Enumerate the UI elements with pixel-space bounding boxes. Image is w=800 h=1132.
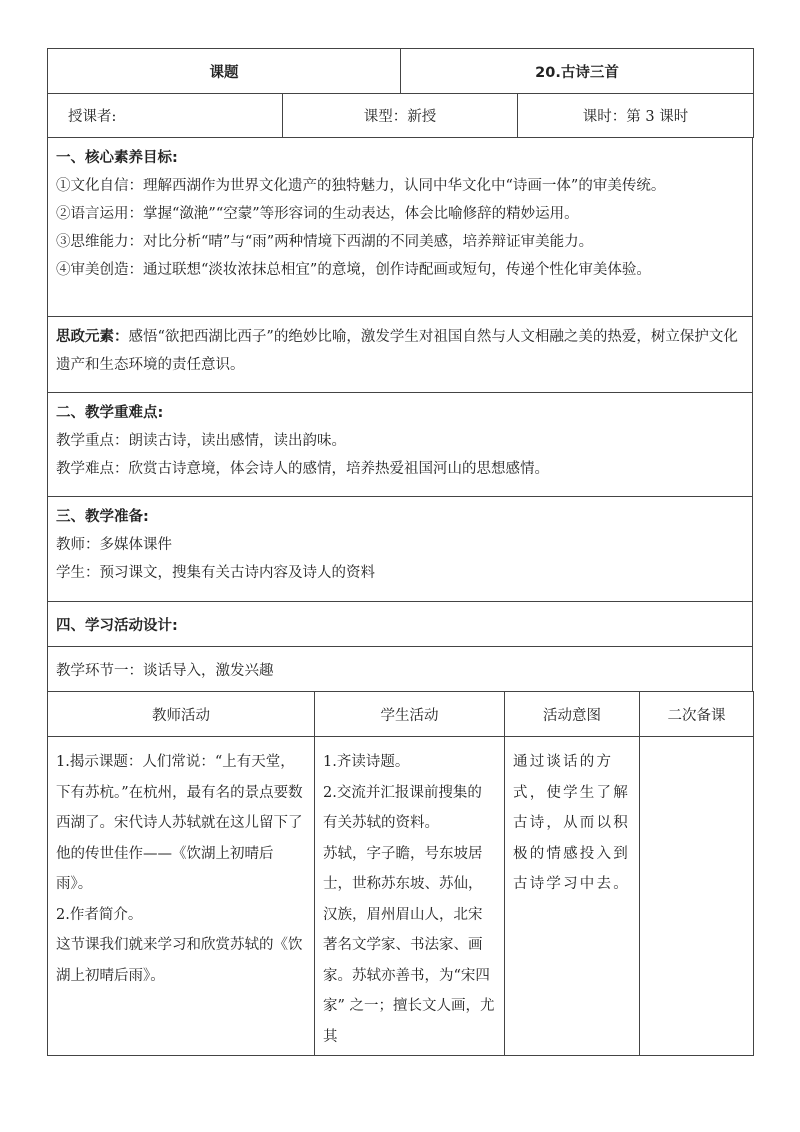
design-heading: 四、学习活动设计: <box>56 617 178 634</box>
activity-table <box>47 691 754 1056</box>
prep-section <box>48 497 753 602</box>
subject-value: 20.古诗三首 <box>401 49 754 94</box>
sections-table <box>47 137 753 692</box>
teacher-field: 授课者: <box>48 94 283 138</box>
teacher-activity-cell <box>48 737 315 1056</box>
stage-title: 教学环节一：谈话导入，激发兴趣 <box>56 662 274 679</box>
ideology-section <box>48 317 753 393</box>
intent-cell <box>505 737 640 1056</box>
second-prep-text <box>640 737 753 747</box>
ideology-label: 思政元素： <box>56 329 129 345</box>
goal-item: ③思维能力：对比分析“晴”与“雨”两种情境下西湖的不同美感，培养辩证审美能力。 <box>56 234 594 250</box>
student-activity-step: 1.齐读诗题。 <box>323 754 410 770</box>
student-activity-cell <box>315 737 505 1056</box>
keypoints-section <box>48 393 753 497</box>
student-activity-step: 2.交流并汇报课前搜集的有关苏轼的资料。 <box>323 784 482 831</box>
prep-teacher: 教师：多媒体课件 <box>56 537 172 553</box>
goals-heading: 一、核心素养目标: <box>56 150 178 166</box>
student-activity-step: 苏轼，字子瞻，号东坡居士，世称苏东坡、苏仙，汉族，眉州眉山人，北宋著名文学家、书法家、画家。苏轼亦善书，为“宋四家” 之一；擅长文人画，尤其 <box>323 845 495 1045</box>
teacher-activity-step: 这节课我们就来学习和欣赏苏轼的《饮湖上初晴后雨》。 <box>56 937 303 984</box>
info-table <box>47 93 754 138</box>
goal-item: ②语言运用：掌握“潋滟”“空蒙”等形容词的生动表达，体会比喻修辞的精妙运用。 <box>56 206 579 222</box>
col-intent: 活动意图 <box>505 692 640 737</box>
stage-row <box>48 647 753 692</box>
lesson-type: 课型：新授 <box>283 94 518 138</box>
design-section <box>48 602 753 647</box>
teaching-focus: 教学重点：朗读古诗，读出感情，读出韵味。 <box>56 433 346 449</box>
intent-text: 通过谈话的方式，使学生了解古诗，从而以积极的情感投入到古诗学习中去。 <box>513 754 630 892</box>
col-teacher-activity: 教师活动 <box>48 692 315 737</box>
teacher-activity-step: 1.揭示课题：人们常说：“上有天堂，下有苏杭。”在杭州，最有名的景点要数西湖了。宋代诗人苏轼就在这儿留下了他的传世佳作——《饮湖上初晴后雨》。 <box>56 754 303 892</box>
lesson-plan-sheet <box>47 48 753 1056</box>
lesson-period: 课时：第 3 课时 <box>518 94 754 138</box>
header-table <box>47 48 754 94</box>
goals-section <box>48 138 753 317</box>
col-second-prep: 二次备课 <box>640 692 754 737</box>
second-prep-cell <box>640 737 754 1056</box>
prep-heading: 三、教学准备: <box>56 509 149 525</box>
prep-student: 学生：预习课文，搜集有关古诗内容及诗人的资料 <box>56 565 375 581</box>
subject-label: 课题 <box>48 49 401 94</box>
goal-item: ①文化自信：理解西湖作为世界文化遗产的独特魅力，认同中华文化中“诗画一体”的审美传统。 <box>56 178 666 194</box>
col-student-activity: 学生活动 <box>315 692 505 737</box>
teaching-difficulty: 教学难点：欣赏古诗意境，体会诗人的感情，培养热爱祖国河山的思想感情。 <box>56 461 549 477</box>
ideology-text: 感悟“欲把西湖比西子”的绝妙比喻，激发学生对祖国自然与人文相融之美的热爱，树立保护文化遗产和生态环境的责任意识。 <box>56 329 738 373</box>
teacher-activity-step: 2.作者简介。 <box>56 906 143 923</box>
goal-item: ④审美创造：通过联想“淡妆浓抹总相宜”的意境，创作诗配画或短句，传递个性化审美体验。 <box>56 262 651 278</box>
keypoints-heading: 二、教学重难点: <box>56 405 164 421</box>
